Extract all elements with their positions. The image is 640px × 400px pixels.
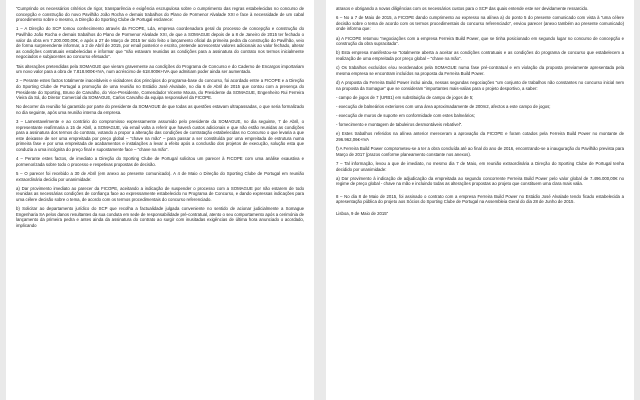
point-1-continued-paragraph: Tais alterações pretendidas pela SOMAGUE que vieram gravemente ao condições do Programa de Concurso e do Caderno de Encargos importariam um novo valor para a obra de 7.818.900€+IVA, num acréscimo de 618.900€+IVA que admitiam poder ainda ser aumentado. (16, 63, 304, 75)
document-page-right (326, 0, 634, 400)
signature-date: Lisboa, 9 de Maio de 2015” (336, 211, 389, 217)
point-6c-paragraph: c) Os trabalhos excluídos e/ou reordenados pela SOMAGUE numa fase pré-contratual e em violação da proposta previamente apresentada pela mesma empresa se encontram incluídos na proposta da Ferreira Build Power. (336, 65, 624, 76)
point-3-paragraph: 3 – Lamentavelmente e ao contrário do compromisso expressamente assumido pelo presidente da SOMAGUE, no dia seguinte, 7 de Abril, o representante reafirmaria a 15 de Abril, a SOMAGUE, via email volta a referir que haverá custos adicionais e que não estão reunidas as condições para a assinatura dos termos do contrato, votando a propor a alteração das condições de contratação estabelecidas no Concurso o que levaria a que este deixasse de ser uma empreitada por preço global – “chave na mão” – para passar a ser constituída por uma empreitada de estrutura numa primeira fase e por uma empreitada de acabamentos e instalações a levar a efeito após a conclusão dos projetos de execução, solução esta que conduzia a uma incógnita do preço final e supostamente face – “chave na mão”. (16, 119, 304, 153)
point-6b-paragraph: b) Esta empresa manifestou-se “totalmente aberta a aceitar as condições contratuais e as condições do programa de concurso que estabelecem a realização de uma empreitada por preço global – “chave na mão”. (336, 50, 624, 61)
list-item-muros: - execução de muros de suporte em conformidade com estes balneários; (336, 113, 476, 119)
list-item-tabuleiros: - fornecimento e montagem de tabuleiros desmontáveis rebatível”. (336, 122, 463, 128)
point-5-paragraph: 5 – O parecer foi recebido a 30 de Abril (em anexo ao presente comunicado). A 4 de Maio o Direção do Sporting Clube de Portugal em reunião extraordinária decidiu por unanimidade: (16, 171, 304, 182)
point-2-continued-paragraph: No decorrer da reunião foi garantido por parte do presidente da SOMAGUE de que todas as questões estavam ultrapassadas, o que seria formalizado no dia seguinte, após uma reunião interna da empresa. (16, 104, 304, 115)
point-1-paragraph: 1 – A Direção do SCP tomou conhecimento através da FICOPE, Lda, empresa coordenadora geral do processo de concepção e construção do Pavilhão João Rocha e demais trabalhos do Plano de Pormenor Alvalade XXI, de que a SOMAGUE depois de a 8 de Janeiro de 2015 ter fechado o valor da obra em 7.200.000,00€, e após a 27 de Março de 2015 ter sido feito o lançamento oficial da primeira pedra da construção do Pavilhão, veio de forma surpreendente informar, a 2 de Abril de 2015, por email posterior e escrito, pretende acrescentar valores adicionais ao valor fechado, alterar as condições contratuais estabelecidas e informar que “não estavam reunidas as condições para a assinatura do contrato nos termos inicialmente negociados e subjacentes ao concurso efetuado”. (16, 26, 304, 60)
point-6-paragraph: 6 – No a 7 de Maio de 2015, a FICOPE dando cumprimento ao expresso na alínea a) do ponto 5 do presente comunicado com vista à “uma célere decisão sobre o tema de acordo com os termos procedimentais do concurso referenciado”, enviou parecer (anexo também ao presente comunicado) onde informa que: (336, 15, 624, 32)
list-item-campo: - campo de jogos de 7 (URB1) em substituição de campo de jogos de 5; (336, 94, 474, 100)
point-6a-paragraph: a) A FICOPE retomou “negociações com a empresa Ferreira Build Power, que se tinha posicionado em segundo lugar no concurso de concepção e construção da obra supracitada”. (336, 35, 624, 47)
point-4-paragraph: 4 – Perante estes factos, de imediato a Direção do Sporting Clube de Portugal solicitou um parecer à FICOPE com uma análise exaustiva e pormenorizada sobre todo o processo e respetivas propostas de decisão. (16, 156, 304, 167)
point-5a-paragraph: a) Dar provimento imediato ao parecer da FICOPE, aceitando a indicação de suspender o processo com a SOMAGUE por não estarem de todo reunidas as necessárias condições de confiança face ao expressamente estabelecido no Programa de Concurso, e dando expressas indicações para uma célere decisão sobre o tema, de acordo com os termos procedimentais do concurso referenciado. (16, 185, 304, 202)
list-item-balnearios: - execução de balneários exteriores com uma área aproximadamente de 200m2, afectos a este campo de jogos; (336, 103, 551, 109)
point-7-paragraph: 7 – Tal informação, levou a que de imediato, no mesmo dia 7 de Maio, em reunião extraordinária a Direção do Sporting Clube de Portugal tenha decidido por unanimidade: (336, 161, 624, 172)
point-2-paragraph: 2 – Perante estes factos totalmente inaceitáveis e violadores dos princípios do programa-base do concurso, foi acordado entre a FICOPE e a Direção do Sporting Clube de Portugal a promoção de uma reunião no Estádio José Alvalade, no dia 6 de Abril de 2015 que contou com a presença do Presidente do Sporting, Bruno de Carvalho, do Vice-Presidente, Comendador Vicente Moura, do Presidente da SOMAGUE, Engenheiro Rui Ferreira Vieira da Sá, do Diretor Comercial da SOMAGUE, Carlos Carvalho da equipa responsável da FICOPE. (16, 78, 304, 101)
point-7a-paragraph: a) Dar provimento à indicação de adjudicação da empreitada ao segundo concorrente Ferreira Build Power pelo valor global de 7.496.000,00€ no regime de preço global - chave na mão e incluindo todas as alterações propostas ao projeto que constituem uma clara mais valia. (336, 175, 624, 187)
point-6e-paragraph: e) Estes trabalhos referidos na alínea anterior mereceram a aprovação da FICOPE e foram cotados pela Ferreira Build Power no montante de 296.962,06€+IVA (336, 131, 624, 143)
document-page-left (6, 0, 314, 400)
point-6d-paragraph: d) A proposta da Ferreira Build Power inclui ainda, nessas segundas negociações “um conjunto de trabalhos não constantes no concurso inicial nem na proposta da Somague” que se consideram “importantes mais-valias para o projeto desportivo, a saber: (336, 79, 624, 91)
intro-paragraph: “Cumprindo os necessários critérios de rigor, transparência e exigência escrupulosa sobre o cumprimento das regras estabelecidas no concurso de concepção e construção do novo Pavilhão João Rocha e demais trabalhos do Plano de Pormenor Alvalade XXI e face à necessidade de um cabal procedimento sobre o mesmo, a Direção do Sporting Clube de Portugal esclarece: (16, 6, 304, 23)
point-6f-paragraph: f) A Ferreira Build Power comprometeu-se a ter a obra concluída até ao final do ano de 2016, encontrando-se a inauguração do Pavilhão prevista para Março de 2017 (prazos conforme planeamento constante nos anexos). (336, 146, 624, 157)
point-8-paragraph: 8 – No dia 8 de Maio de 2015, foi assinado o contrato com a empresa Ferreira Build Power no Estádio José Alvalade tendo ficado estabelecida a apresentação pública do projeto aos Sócios do Sporting Clube de Portugal na Assembleia Geral do dia 28 de Junho de 2015. (336, 193, 624, 205)
continuation-paragraph: atrasos e obrigando a novas diligências com os necessários custos para o SCP das quais entende este ser devidamente ressarcido. (336, 6, 589, 11)
point-5b-paragraph: b) Solicitar ao departamento jurídico do SCP que recolha a factualidade julgada conveniente no sentido de acionar judicialmente a Somague Engenharia SA pelos danos resultantes da sua conduta em sede de responsabilidade pré-contratual, atento o seu comportamento após a cerimónia de lançamento da primeira pedra e antes ainda da assinatura do contrato ao surgir com inusitadas exigências de última hora anunciado o acordado, implicando (16, 206, 304, 228)
